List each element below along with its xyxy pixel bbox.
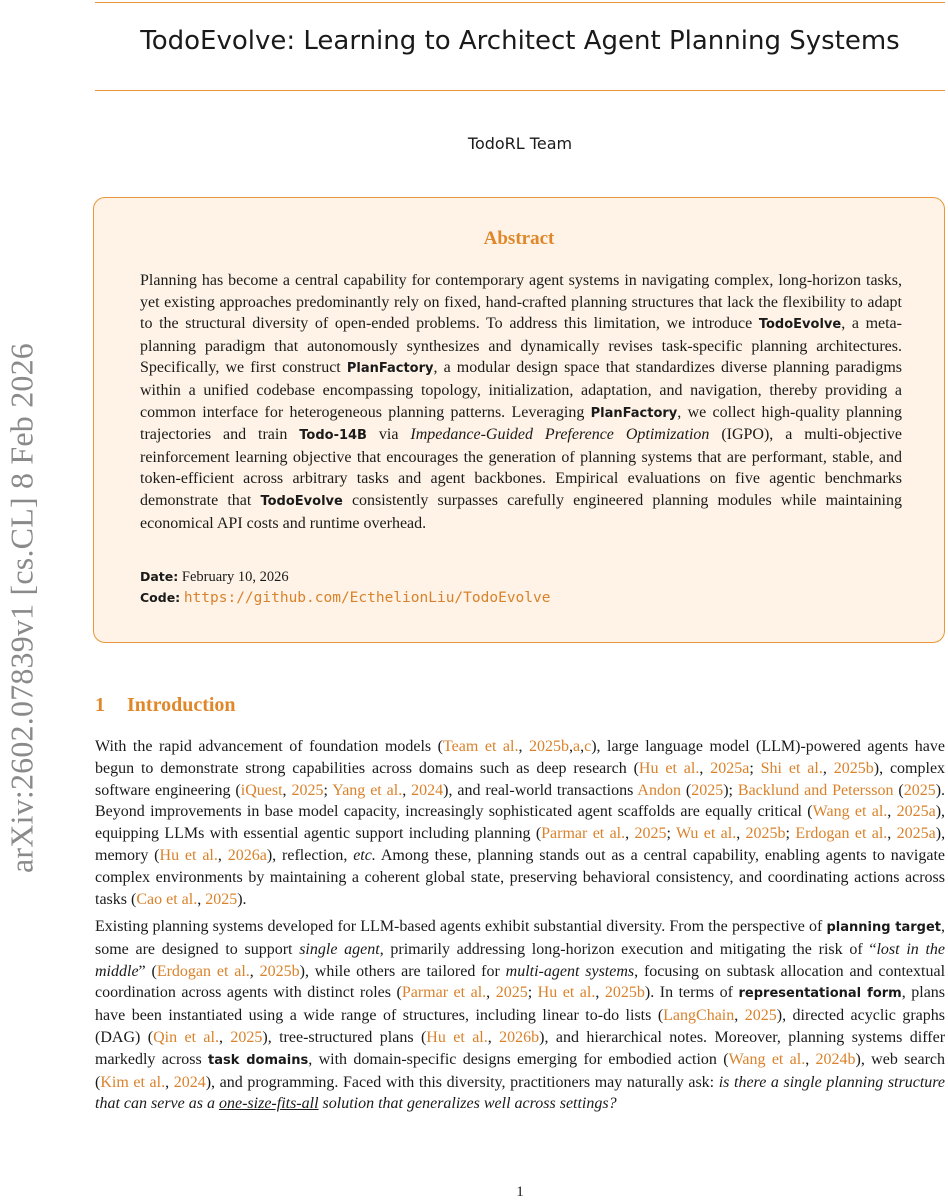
text-run: ). Beyond improvements in base model capacity, increasingly sophisticated agent scaffolds are equally critical ( — [95, 781, 946, 821]
citation-link[interactable]: Qin et al. — [153, 1028, 219, 1046]
text-run: ), complex software engineering ( — [95, 759, 946, 799]
arxiv-stamp: arXiv:2602.07839v1 [cs.CL] 8 Feb 2026 — [3, 343, 40, 874]
text-run: ” ( — [138, 962, 157, 980]
citation-link[interactable]: 2025 — [744, 1007, 777, 1025]
text-run: ( — [680, 781, 692, 799]
citation-link[interactable]: 2025a — [710, 759, 750, 777]
citation-link[interactable]: 2025b — [604, 984, 645, 1002]
text-run: , — [217, 846, 228, 864]
text-run: Existing planning systems developed for LLM-based agents exhibit substantial diversity. From the perspective of — [95, 918, 827, 935]
text-run: one-size-fits-all — [218, 1095, 319, 1113]
citation-link[interactable]: iQuest — [240, 781, 283, 799]
text-run: ), web search ( — [95, 1050, 945, 1091]
text-run: , — [402, 781, 412, 799]
text-run: , some are designed to support — [95, 918, 945, 958]
text-run: ), and real-world transactions — [443, 781, 638, 799]
text-run: ( — [893, 781, 904, 799]
text-run: ), reflection, — [266, 846, 354, 864]
text-run: consistently surpasses carefully engineered planning modules while maintaining economical API costs and runtime overhead. — [140, 491, 903, 532]
citation-link[interactable]: Wang et al. — [812, 803, 888, 821]
text-run: ; — [323, 781, 333, 799]
citation-link[interactable]: 2025b — [259, 962, 300, 980]
citation-link[interactable]: 2025 — [634, 825, 667, 843]
text-run: , — [699, 759, 711, 777]
text-run: , — [249, 962, 260, 980]
text-run: , plans have been instantiated using a wide range of structures, including linear to-do lists ( — [95, 984, 946, 1025]
page-number: 1 — [516, 1184, 524, 1200]
abstract-box — [93, 197, 945, 643]
intro-paragraph-2 — [95, 916, 945, 1115]
citation-link[interactable]: Cao et al. — [136, 890, 198, 908]
text-run: ), directed acyclic graphs (DAG) ( — [95, 1007, 945, 1046]
text-run: ; — [666, 825, 676, 843]
citation-link[interactable]: 2025 — [230, 1028, 263, 1046]
citation-link[interactable]: 2025a — [896, 825, 936, 843]
text-run: , — [887, 825, 897, 843]
abstract-text — [140, 270, 902, 534]
planfactory-name: PlanFactory — [346, 361, 434, 377]
text-run: (IGPO), a multi-objective reinforcement learning objective that encourages the generation of planning systems that are performant, stable, and token-efficient across arbitrary tasks and agent backbones. Empirical evaluations on five agentic benchmarks demonstrate that — [140, 426, 902, 509]
code-link[interactable]: https://github.com/EcthelionLiu/TodoEvolve — [183, 590, 551, 606]
text-run: , — [218, 1028, 231, 1046]
text-run: , we collect high-quality planning trajectories and train — [140, 403, 903, 444]
citation-link[interactable]: 2025a — [896, 803, 936, 821]
text-run: , a modular design space that standardizes diverse planning paradigms within a unified codebase encompassing topology, initialization, adaptation, and navigation, thereby providing a common interface for heterogeneous planning patterns. Leveraging — [140, 359, 903, 421]
intro-paragraph-1 — [95, 736, 945, 910]
citation-link[interactable]: Backlund and Petersson — [737, 781, 894, 799]
text-run: multi-agent systems — [505, 962, 635, 980]
text-run: , — [805, 1050, 816, 1068]
text-run: , — [197, 890, 206, 908]
text-run: , with domain-specific designs emerging for embodied action ( — [308, 1050, 729, 1068]
text-run: , — [822, 759, 834, 777]
text-run: , — [165, 1073, 174, 1091]
text-run: is there a single planning structure that can serve as a — [95, 1073, 945, 1113]
text-run: ; — [527, 984, 538, 1002]
text-run: ), tree-structured plans ( — [262, 1028, 427, 1046]
text-run: ), while others are tailored for — [299, 962, 506, 980]
citation-link[interactable]: Parmar et al. — [401, 984, 487, 1002]
text-run: Among these, planning stands out as a central capability, enabling agents to navigate complex environments by maintaining a coherent global state, preserving behavioral consistency, and coordinating actions across tasks ( — [95, 846, 946, 908]
text-run: ), equipping LLMs with essential agentic support including planning ( — [95, 803, 946, 843]
text-run: , — [580, 738, 585, 755]
section-heading-introduction: 1 Introduction — [95, 694, 236, 716]
text-run: , — [282, 781, 292, 799]
citation-link[interactable]: 2025b — [745, 825, 786, 843]
text-run: planning target — [826, 920, 941, 935]
text-run: , — [568, 738, 573, 755]
text-run: , — [887, 803, 897, 821]
citation-link[interactable]: Hu et al. — [638, 759, 700, 777]
citation-link[interactable]: Hu et al. — [537, 984, 596, 1002]
citation-link[interactable]: c — [584, 738, 592, 755]
citation-link[interactable]: Hu et al. — [159, 846, 218, 864]
citation-link[interactable]: 2024 — [173, 1073, 206, 1091]
text-run: , a meta-planning paradigm that autonomously synthesizes and dynamically revises task-specific planning architectures. Specifically, we first construct — [140, 315, 902, 377]
text-run: ), large language model (LLM)-powered agents have begun to demonstrate strong capabilities across domains such as deep research ( — [95, 738, 945, 777]
text-run: Planning has become a central capability for contemporary agent systems in navigating complex, long-horizon tasks, yet existing approaches predominantly rely on fixed, hand-crafted planning structures that lack the flexibility to adapt to the structural diversity of open-ended problems. To address this limitation, we introduce — [140, 272, 902, 333]
title-rule — [95, 90, 945, 91]
text-run: ). — [237, 890, 247, 908]
text-run: representational form — [738, 986, 902, 1002]
citation-link[interactable]: 2025 — [903, 781, 936, 799]
citation-link[interactable]: 2025 — [205, 890, 238, 908]
citation-link[interactable]: Erdogan et al. — [156, 962, 250, 980]
text-run: With the rapid advancement of foundation models ( — [95, 738, 444, 755]
citation-link[interactable]: Parmar et al. — [541, 825, 626, 843]
text-run: ); — [723, 781, 738, 799]
citation-link[interactable]: 2025 — [495, 984, 528, 1002]
text-run: lost in the middle — [95, 940, 946, 980]
citation-link[interactable]: 2024 — [411, 781, 444, 799]
citation-link[interactable]: 2026a — [227, 846, 267, 864]
citation-link[interactable]: Yang et al. — [332, 781, 403, 799]
text-run: ; — [785, 825, 796, 843]
abstract-heading: Abstract — [483, 228, 555, 249]
text-run: solution that generalizes well across settings? — [318, 1095, 617, 1113]
text-run: , — [625, 825, 635, 843]
citation-link[interactable]: 2025b — [528, 738, 569, 755]
citation-link[interactable]: a — [572, 738, 581, 755]
paper-title: TodoEvolve: Learning to Architect Agent Planning Systems — [140, 26, 900, 56]
code-line: Code: https://github.com/EcthelionLiu/TodoEvolve — [140, 590, 551, 606]
citation-link[interactable]: 2024b — [815, 1050, 856, 1068]
citation-link[interactable]: Team et al. — [443, 738, 519, 755]
text-run: ), and hierarchical notes. Moreover, planning systems differ markedly across — [95, 1028, 946, 1068]
citation-link[interactable]: Wang et al. — [728, 1050, 806, 1068]
text-run: , — [736, 825, 746, 843]
text-run: , — [486, 984, 496, 1002]
text-run: Impedance-Guided Preference Optimization — [410, 426, 710, 444]
text-run: ; — [749, 759, 761, 777]
citation-link[interactable]: LangChain — [663, 1007, 735, 1025]
text-run: single agent — [299, 940, 380, 958]
citation-link[interactable]: Shi et al. — [760, 759, 823, 777]
text-run: via — [366, 426, 411, 444]
citation-link[interactable]: Hu et al. — [426, 1028, 488, 1046]
todoevolve-name: TodoEvolve — [758, 317, 842, 333]
text-run: , — [518, 738, 529, 755]
text-run: ), and programming. Faced with this diversity, practitioners may naturally ask: — [205, 1073, 719, 1091]
citation-link[interactable]: Kim et al. — [100, 1073, 166, 1091]
citation-link[interactable]: 2026b — [499, 1028, 540, 1046]
text-run: PlanFactory — [590, 405, 678, 421]
text-run: TodoEvolve — [260, 493, 343, 509]
text-run: , focusing on subtask allocation and contextual coordination across agents with distinct roles ( — [95, 962, 946, 1002]
citation-link[interactable]: 2025 — [291, 781, 324, 799]
citation-link[interactable]: 2025 — [691, 781, 724, 799]
text-run: task domains — [208, 1052, 309, 1068]
text-run: ), memory ( — [95, 825, 946, 864]
top-rule — [95, 2, 945, 3]
text-run: , — [734, 1007, 745, 1025]
todo14b-name: Todo-14B — [299, 428, 367, 444]
text-run: , — [595, 984, 605, 1002]
citation-link[interactable]: 2025b — [833, 759, 874, 777]
author-line: TodoRL Team — [467, 134, 573, 153]
citation-link[interactable]: Wu et al. — [675, 825, 737, 843]
text-run: , primarily addressing long-horizon execution and mitigating the risk of “ — [379, 940, 877, 958]
date-line: Date: February 10, 2026 — [140, 569, 289, 585]
text-run: , — [487, 1028, 500, 1046]
text-run: etc. — [353, 846, 376, 864]
citation-link[interactable]: Andon — [637, 781, 681, 799]
citation-link[interactable]: Erdogan et al. — [795, 825, 888, 843]
text-run: ). In terms of — [644, 984, 739, 1002]
